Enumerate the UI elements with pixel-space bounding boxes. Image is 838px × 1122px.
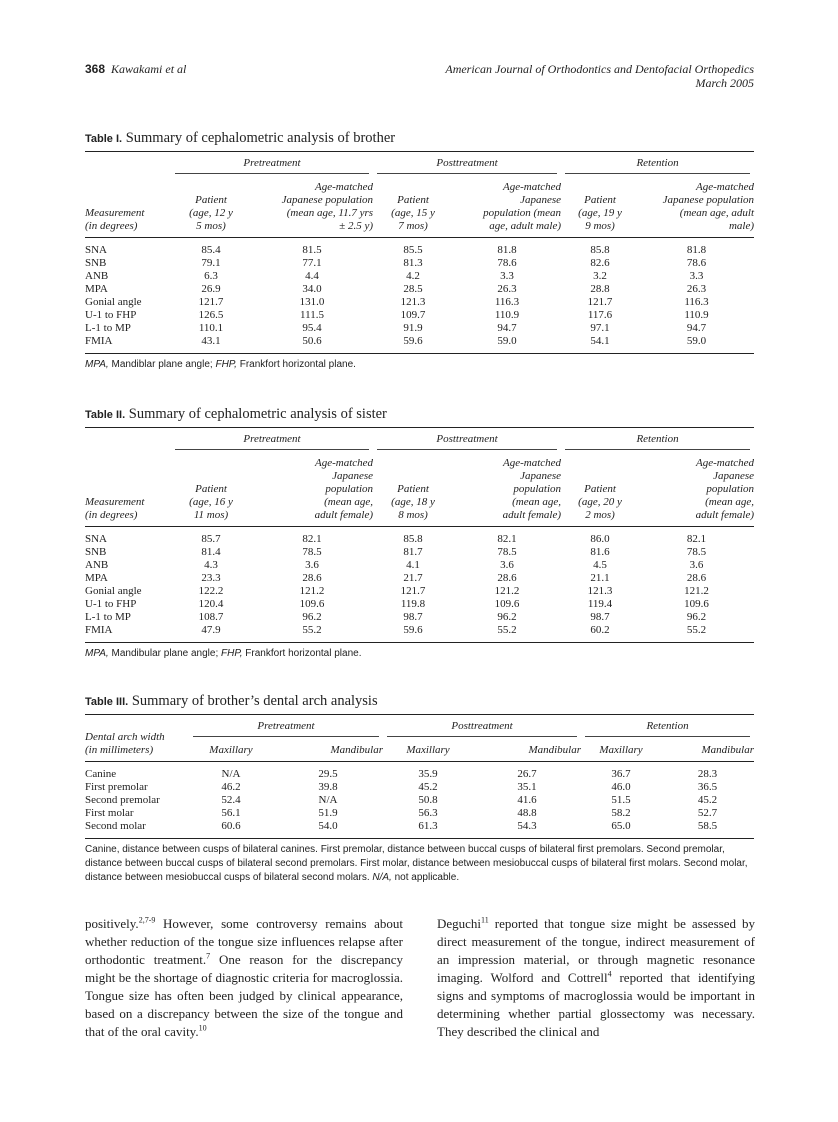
table2-col-header-2 — [251, 453, 373, 527]
table-1-group-posttreatment: Posttreatment — [373, 152, 561, 178]
header-line: (age, 20 y — [578, 496, 622, 508]
table-cell: 59.6 — [403, 624, 423, 636]
table-row — [85, 820, 754, 839]
header-line: Japanese population — [281, 194, 374, 206]
table-1 — [85, 130, 754, 372]
table-cell: 54.3 — [517, 820, 537, 832]
header-authors: Kawakami et al — [111, 62, 187, 76]
row-label: SNA — [85, 533, 108, 545]
table-1-note: MPA, Mandiblar plane angle; FHP, Frankfort horizontal plane. — [85, 359, 356, 370]
table-3 — [85, 693, 754, 885]
table-cell: 131.0 — [299, 296, 325, 308]
table-cell: 78.5 — [302, 546, 322, 558]
header-line: (mean age, 11.7 yrs — [286, 207, 374, 219]
table-cell: 50.8 — [418, 794, 438, 806]
table-cell: 28.3 — [697, 768, 718, 780]
table-cell: 43.1 — [201, 335, 221, 347]
table-cell: 29.5 — [318, 768, 338, 780]
row-label: ANB — [85, 559, 109, 571]
table-3-body — [85, 762, 754, 839]
note-abbr: FHP, — [221, 648, 243, 659]
table-cell: 34.0 — [302, 283, 322, 295]
table-cell: 78.6 — [686, 257, 707, 269]
table-2-group-retention: Retention — [561, 428, 754, 454]
table-row — [85, 257, 754, 270]
table-2 — [85, 406, 754, 661]
header-line: (age, 16 y — [189, 496, 233, 508]
table-3-sub-header-2: Maxillary — [406, 744, 450, 756]
header-line: 9 mos) — [585, 220, 615, 232]
table-1-grid — [85, 151, 754, 354]
table-cell: 36.5 — [697, 781, 718, 793]
table-row — [85, 270, 754, 283]
header-line: population (mean — [483, 207, 562, 219]
row-label: MPA — [85, 283, 108, 295]
table-3-sub-header-1: Mandibular — [330, 744, 384, 756]
table-cell: 61.3 — [418, 820, 438, 832]
header-line: population — [325, 483, 374, 495]
table-row — [85, 527, 754, 547]
header-line: Age-matched — [695, 457, 755, 469]
row-label: SNB — [85, 546, 107, 558]
table-cell: 54.1 — [590, 335, 610, 347]
table-cell: 21.1 — [590, 572, 610, 584]
table-cell: 21.7 — [403, 572, 423, 584]
table-cell: 3.6 — [689, 559, 704, 571]
note-abbr: FHP, — [215, 359, 237, 370]
table-cell: 119.4 — [587, 598, 613, 610]
table-cell: 54.0 — [318, 820, 338, 832]
table-cell: 59.0 — [686, 335, 707, 347]
table1-col-header-5 — [561, 177, 639, 238]
header-line: population — [513, 483, 562, 495]
table-cell: 39.8 — [318, 781, 338, 793]
table-cell: 35.9 — [418, 768, 438, 780]
table2-col-header-4 — [453, 453, 561, 527]
table-cell: 121.2 — [494, 585, 520, 597]
table2-col-header-5 — [561, 453, 639, 527]
table-cell: 45.2 — [418, 781, 438, 793]
table-cell: 98.7 — [403, 611, 423, 623]
table-3-note: Canine, distance between cusps of bilateral canines. First premolar, distance between buccal cusps of bilateral first premolars. Second premolar, distance between buccal cusps of bilateral second premolars. First molar, distance between mesiobuccal cusps of bilateral first molars. Second molar, distance between mesiobuccal cusps of bilateral second molars. N/A, not applicable. — [85, 844, 748, 883]
table-cell: 4.4 — [305, 270, 319, 282]
header-line: (age, 19 y — [578, 207, 622, 219]
table-cell: 77.1 — [302, 257, 322, 269]
row-label: Canine — [85, 768, 117, 780]
table-cell: 82.1 — [686, 533, 707, 545]
table-cell: 110.9 — [684, 309, 709, 321]
table-cell: 110.1 — [198, 322, 224, 334]
header-line: Japanese — [520, 470, 562, 482]
table-cell: 3.6 — [305, 559, 319, 571]
table-cell: 109.6 — [684, 598, 709, 610]
table-cell: 55.2 — [302, 624, 322, 636]
header-line: ± 2.5 y) — [339, 220, 374, 232]
table-1-title: Table I. Summary of cephalometric analysis of brother — [85, 130, 396, 146]
row-label: U-1 to FHP — [85, 598, 137, 610]
header-line: 7 mos) — [398, 220, 428, 232]
table-row — [85, 238, 754, 258]
table-cell: 28.5 — [403, 283, 423, 295]
table-cell: 96.2 — [686, 611, 707, 623]
header-line: Patient — [397, 483, 429, 495]
table2-col-header-0 — [85, 453, 171, 527]
header-line: (in degrees) — [85, 220, 138, 232]
table-3-group-pretreatment: Pretreatment — [189, 715, 383, 741]
header-line: (in degrees) — [85, 509, 138, 521]
table-cell: 58.2 — [611, 807, 631, 819]
header-line: Patient — [195, 194, 227, 206]
table-row — [85, 598, 754, 611]
table-cell: 81.6 — [590, 546, 610, 558]
header-line: Patient — [584, 483, 616, 495]
header-line: age, adult male) — [489, 220, 562, 232]
header-line: 11 mos) — [193, 509, 229, 521]
table-cell: 60.2 — [590, 624, 610, 636]
table1-col-header-1 — [171, 177, 251, 238]
header-line: Age-matched — [314, 457, 374, 469]
table1-col-header-0 — [85, 177, 171, 238]
table-cell: 78.5 — [686, 546, 707, 558]
table-row — [85, 624, 754, 643]
header-line: adult female) — [314, 509, 374, 521]
table-row — [85, 585, 754, 598]
row-label: FMIA — [85, 624, 113, 636]
table-cell: 81.8 — [686, 244, 707, 256]
table-3-sub-header-3: Mandibular — [528, 744, 582, 756]
header-line: population — [706, 483, 755, 495]
table-cell: 28.6 — [497, 572, 517, 584]
table-cell: 28.6 — [302, 572, 322, 584]
table2-col-header-3 — [373, 453, 453, 527]
header-line: adult female) — [695, 509, 755, 521]
table1-col-header-4 — [453, 177, 561, 238]
header-line: Age-matched — [695, 181, 755, 193]
table-cell: 78.6 — [497, 257, 517, 269]
table-cell: 55.2 — [497, 624, 517, 636]
header-line: Japanese population — [662, 194, 755, 206]
table-2-col-headers — [85, 453, 754, 527]
table-cell: 23.3 — [201, 572, 221, 584]
table-cell: 3.3 — [500, 270, 514, 282]
table-cell: 121.7 — [587, 296, 613, 308]
header-line: (mean age, — [705, 496, 755, 508]
row-label: SNB — [85, 257, 107, 269]
table-row — [85, 781, 754, 794]
table-cell: 35.1 — [517, 781, 537, 793]
table-cell: 81.8 — [497, 244, 517, 256]
table-2-note: MPA, Mandibular plane angle; FHP, Frankfort horizontal plane. — [85, 648, 362, 659]
table-cell: 109.6 — [494, 598, 520, 610]
table-cell: 50.6 — [302, 335, 322, 347]
table-cell: 85.8 — [590, 244, 610, 256]
table-cell: 82.1 — [497, 533, 517, 545]
table-2-body — [85, 527, 754, 643]
row-label: U-1 to FHP — [85, 309, 137, 321]
table-cell: 51.9 — [318, 807, 338, 819]
table-row — [85, 572, 754, 585]
table-row — [85, 335, 754, 354]
table-cell: 121.7 — [400, 585, 426, 597]
table-cell: 86.0 — [590, 533, 610, 545]
table-cell: 126.5 — [198, 309, 224, 321]
header-line: (mean age, — [324, 496, 374, 508]
header-line: 5 mos) — [196, 220, 226, 232]
table-1-group-retention: Retention — [561, 152, 754, 178]
table-3-sub-header-0: Maxillary — [209, 744, 253, 756]
table-cell: 60.6 — [221, 820, 241, 832]
table-cell: 116.3 — [494, 296, 520, 308]
header-line: Patient — [397, 194, 429, 206]
table-cell: 85.5 — [403, 244, 423, 256]
header-line: 2 mos) — [585, 509, 615, 521]
table-row — [85, 611, 754, 624]
header-line: Age-matched — [502, 181, 562, 193]
table2-col-header-6 — [639, 453, 754, 527]
table2-col-header-1 — [171, 453, 251, 527]
table-cell: 26.9 — [201, 283, 221, 295]
table-cell: 4.1 — [406, 559, 420, 571]
table-2-group-pretreatment: Pretreatment — [171, 428, 373, 454]
row-label: MPA — [85, 572, 108, 584]
table-cell: 48.8 — [517, 807, 537, 819]
table-cell: 111.5 — [300, 309, 324, 321]
table-cell: 4.2 — [406, 270, 420, 282]
table-cell: 56.3 — [418, 807, 438, 819]
table-cell: 81.4 — [201, 546, 221, 558]
table-cell: 96.2 — [302, 611, 322, 623]
table-cell: 122.2 — [198, 585, 224, 597]
header-line: Measurement — [85, 207, 145, 219]
table-cell: 41.6 — [517, 794, 537, 806]
table-cell: 85.8 — [403, 533, 423, 545]
table-row — [85, 322, 754, 335]
table-cell: 26.3 — [497, 283, 517, 295]
table-cell: 36.7 — [611, 768, 631, 780]
table-cell: 94.7 — [686, 322, 707, 334]
table1-col-header-6 — [639, 177, 754, 238]
table-cell: 81.3 — [403, 257, 423, 269]
table-cell: 28.6 — [686, 572, 707, 584]
table-cell: 108.7 — [198, 611, 224, 623]
table-cell: 110.9 — [494, 309, 520, 321]
table-cell: 85.7 — [201, 533, 221, 545]
table-cell: 120.4 — [198, 598, 224, 610]
table-2-group-posttreatment: Posttreatment — [373, 428, 561, 454]
table1-col-header-3 — [373, 177, 453, 238]
table-cell: 45.2 — [697, 794, 718, 806]
table-cell: 96.2 — [497, 611, 517, 623]
header-line: Japanese — [713, 470, 755, 482]
table-cell: 97.1 — [590, 322, 610, 334]
table-cell: 98.7 — [590, 611, 610, 623]
table1-col-header-2 — [251, 177, 373, 238]
table-cell: 81.5 — [302, 244, 322, 256]
header-line: male) — [728, 220, 755, 232]
header-line: Patient — [584, 194, 616, 206]
header-line: (age, 12 y — [189, 207, 233, 219]
row-label: ANB — [85, 270, 109, 282]
header-right — [445, 62, 754, 90]
table-cell: 82.6 — [590, 257, 610, 269]
table-2-grid — [85, 427, 754, 643]
header-line: (mean age, adult — [679, 207, 755, 219]
table-cell: 47.9 — [201, 624, 221, 636]
row-label: Gonial angle — [85, 585, 142, 597]
body-text-column-2: Deguchi$^{11}$ reported that tongue size might be assessed by direct measurement of the tongue, indirect measurement of an impression material, or through magnetic resonance imaging. Wolford and Cottrell$^4$ reported that identifying signs and symptoms of macroglossia would be important in determining whether partial glossectomy was necessary. They described the clinical and — [437, 915, 755, 1039]
table-cell: 28.8 — [590, 283, 610, 295]
header-line: (age, 15 y — [391, 207, 435, 219]
row-label: FMIA — [85, 335, 113, 347]
table-cell: 119.8 — [400, 598, 426, 610]
table-3-group-posttreatment: Posttreatment — [383, 715, 581, 741]
table-cell: 59.0 — [497, 335, 517, 347]
header-line: Patient — [195, 483, 227, 495]
page-number: 368 — [85, 62, 106, 76]
table-cell: 117.6 — [587, 309, 613, 321]
table-cell: 46.2 — [221, 781, 241, 793]
table-cell: 121.3 — [587, 585, 613, 597]
header-line: adult female) — [502, 509, 562, 521]
journal-issue: March 2005 — [695, 76, 754, 90]
table-row — [85, 762, 754, 782]
table-row — [85, 794, 754, 807]
table-cell: 91.9 — [403, 322, 423, 334]
table-cell: 58.5 — [697, 820, 718, 832]
header-line: Age-matched — [314, 181, 374, 193]
row-label: Second premolar — [85, 794, 160, 806]
table-cell: 52.4 — [221, 794, 241, 806]
table-cell: 109.7 — [400, 309, 426, 321]
table-row — [85, 283, 754, 296]
table-row — [85, 296, 754, 309]
header-line: Measurement — [85, 496, 145, 508]
table-cell: 56.1 — [221, 807, 241, 819]
table-cell: 46.0 — [611, 781, 631, 793]
table-cell: 51.5 — [611, 794, 631, 806]
table-row — [85, 807, 754, 820]
table-2-title: Table II. Summary of cephalometric analysis of sister — [85, 406, 387, 422]
table-cell: 121.2 — [684, 585, 709, 597]
table-3-group-retention: Retention — [581, 715, 754, 741]
table-cell: 6.3 — [204, 270, 218, 282]
table-cell: N/A — [221, 768, 241, 780]
table-cell: 3.3 — [689, 270, 704, 282]
header-line: 8 mos) — [398, 509, 428, 521]
table-cell: 79.1 — [201, 257, 221, 269]
table-cell: 121.2 — [299, 585, 325, 597]
table-1-group-pretreatment: Pretreatment — [171, 152, 373, 178]
journal-name: American Journal of Orthodontics and Dentofacial Orthopedics — [445, 62, 754, 76]
table-row — [85, 546, 754, 559]
table-cell: 65.0 — [611, 820, 631, 832]
header-line: (mean age, — [512, 496, 562, 508]
table-cell: 4.3 — [204, 559, 218, 571]
table-cell: 52.7 — [697, 807, 718, 819]
row-label: First premolar — [85, 781, 148, 793]
body-text-column-1: positively.$^{2,7-9}$ However, some controversy remains about whether reduction of the tongue size influences relapse after orthodontic treatment.$^7$ One reason for the discrepancy might be the shortage of diagnostic criteria for macroglossia. Tongue size has often been judged by clinical appearance, based on a discrepancy between the size of the tongue and that of the oral cavity.$^{10}$ — [85, 915, 403, 1039]
table-cell: 59.6 — [403, 335, 423, 347]
table-1-body — [85, 238, 754, 354]
row-label: First molar — [85, 807, 134, 819]
header-left — [85, 62, 186, 77]
table-3-grid — [85, 714, 754, 839]
row-label: Second molar — [85, 820, 146, 832]
header-line: (age, 18 y — [391, 496, 435, 508]
table-3-sub-header-5: Mandibular — [701, 744, 755, 756]
table-cell: 26.3 — [686, 283, 707, 295]
header-line: Japanese — [332, 470, 374, 482]
table-cell: 81.7 — [403, 546, 423, 558]
table-cell: 85.4 — [201, 244, 221, 256]
table-cell: 95.4 — [302, 322, 322, 334]
table-cell: 26.7 — [517, 768, 537, 780]
row-label: L-1 to MP — [85, 322, 131, 334]
header-line: Age-matched — [502, 457, 562, 469]
row-label: Gonial angle — [85, 296, 142, 308]
header-line: Japanese — [520, 194, 562, 206]
table-row — [85, 309, 754, 322]
table-cell: 78.5 — [497, 546, 517, 558]
table-1-col-headers — [85, 177, 754, 238]
table-cell: 121.7 — [198, 296, 224, 308]
table-cell: 109.6 — [299, 598, 325, 610]
row-label: L-1 to MP — [85, 611, 131, 623]
table-cell: N/A — [318, 794, 338, 806]
table-cell: 3.6 — [500, 559, 514, 571]
table-cell: 4.5 — [593, 559, 607, 571]
table-cell: 55.2 — [686, 624, 707, 636]
table-cell: 82.1 — [302, 533, 322, 545]
table-cell: 3.2 — [593, 270, 607, 282]
table-3-sub-header-4: Maxillary — [599, 744, 643, 756]
table-cell: 94.7 — [497, 322, 517, 334]
table-row — [85, 559, 754, 572]
row-label: SNA — [85, 244, 108, 256]
table-cell: 116.3 — [684, 296, 709, 308]
table-3-first-header: Dental arch width (in millimeters) — [85, 731, 165, 756]
table-3-title: Table III. Summary of brother’s dental arch analysis — [85, 693, 378, 709]
table-cell: 121.3 — [400, 296, 426, 308]
